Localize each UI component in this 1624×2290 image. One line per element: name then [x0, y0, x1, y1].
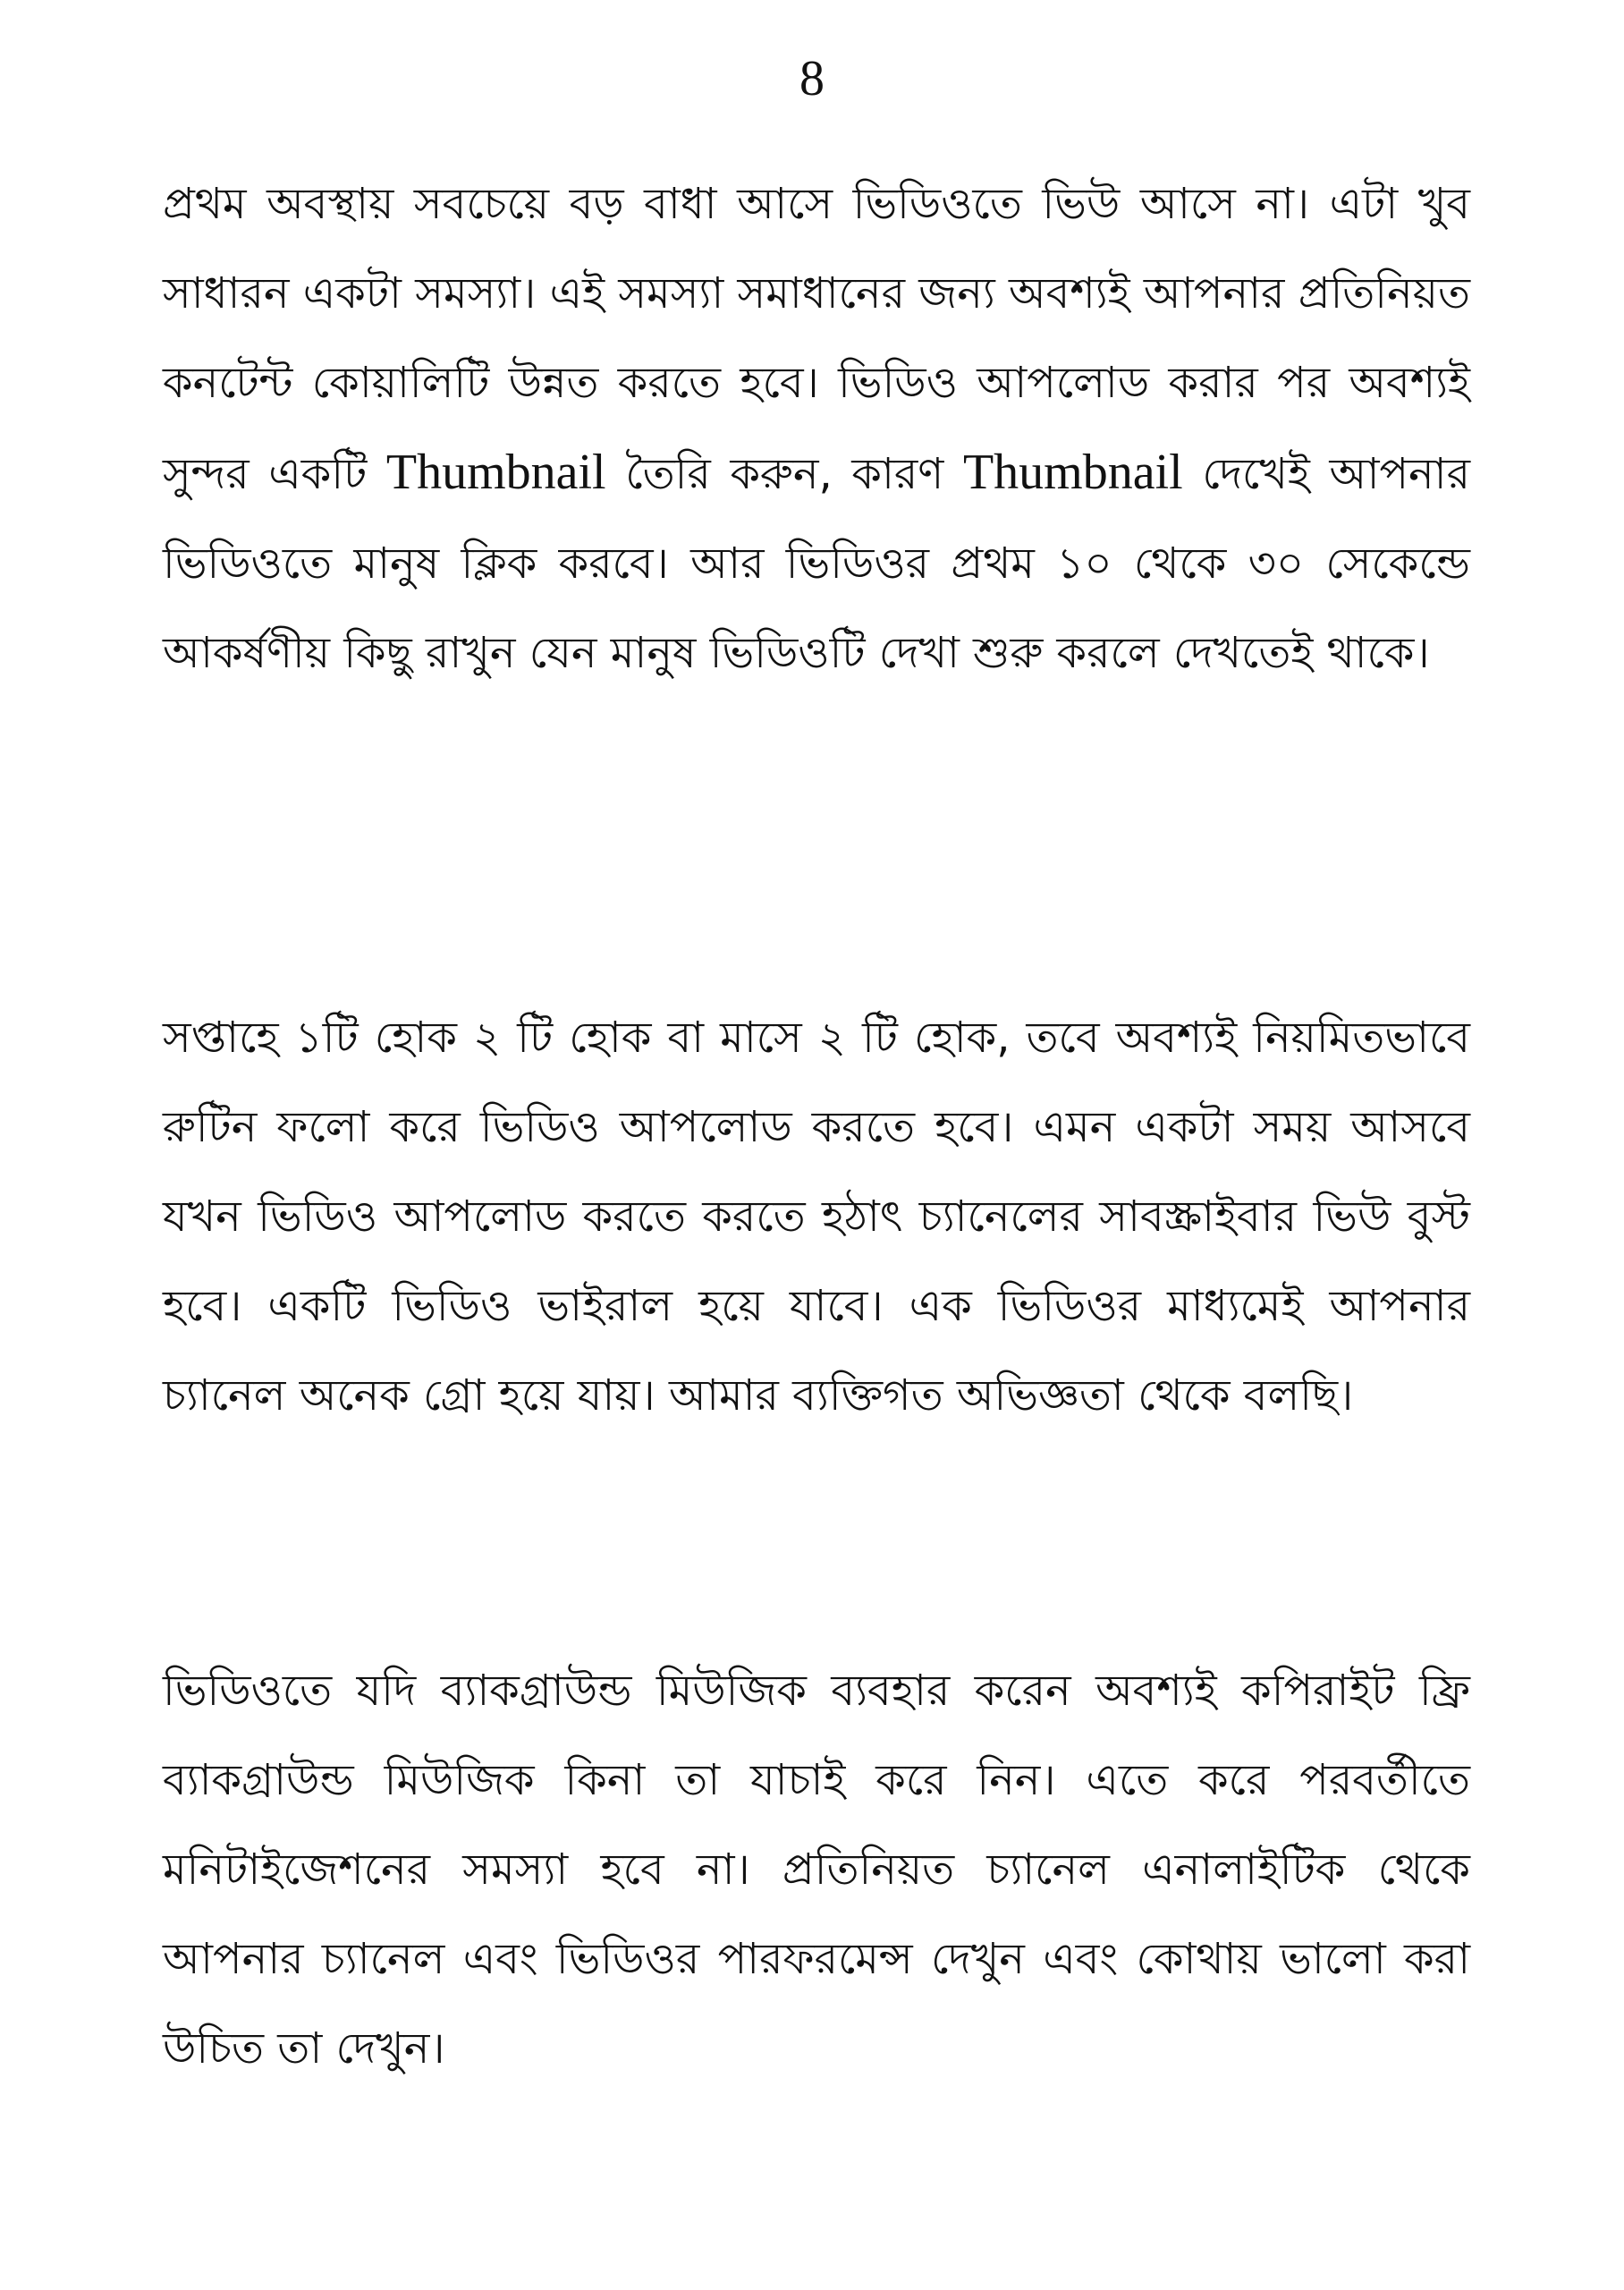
paragraph-2: সপ্তাহে ১টি হোক ২ টি হোক বা মাসে ২ টি হোক, তবে অবশ্যই নিয়মিতভাবে রুটিন ফলো করে ভিডিও আপলোড করতে হবে। এমন একটা সময় আসবে যখন ভিডিও আপলোড করতে করতে হঠাৎ চ্যানেলের সাবস্ক্রাইবার ভিউ বুস্ট হবে। একটি ভিডিও ভাইরাল হয়ে যাবে। এক ভিডিওর মাধ্যমেই আপনার চ্যানেল অনেক গ্রো হয়ে যায়। আমার ব্যক্তিগত অভিজ্ঞতা থেকে বলছি।	[163, 1013, 1470, 1421]
paragraph-1-text-b: তৈরি করুন, কারণ	[605, 449, 963, 499]
paragraph-1-text-a: প্রথম অবস্থায় সবচেয়ে বড় বাধা আসে ভিডিওতে ভিউ আসে না। এটা খুব সাধারন একটা সমস্যা। এই সমস্যা সমাধানের জন্য অবশ্যই আপনার প্রতিনিয়ত কনটেন্ট কোয়ালিটি উন্নত করতে হবে। ভিডিও আপলোড করার পর অবশ্যই সুন্দর একটি	[163, 179, 1470, 499]
thumbnail-term-1: Thumbnail	[385, 445, 606, 500]
paragraph-3: ভিডিওতে যদি ব্যাকগ্রাউন্ড মিউজিক ব্যবহার করেন অবশ্যই কপিরাইট ফ্রি ব্যাকগ্রাউন্ড মিউজিক কিনা তা যাচাই করে নিন। এতে করে পরবর্তীতে মনিটাইজেশনের সমস্যা হবে না। প্রতিনিয়ত চ্যানেল এনালাইটিক থেকে আপনার চ্যানেল এবং ভিডিওর পারফরমেন্স দেখুন এবং কোথায় ভালো করা উচিত তা দেখুন।	[163, 1666, 1470, 2074]
paragraph-1-text-c: দেখেই আপনার ভিডিওতে মানুষ ক্লিক করবে। আর ভিডিওর প্রথম ১০ থেকে ৩০ সেকেন্ডে আকর্ষণীয় কিছু রাখুন যেন মানুষ ভিডিওটি দেখা শুরু করলে দেখতেই থাকে।	[163, 449, 1470, 678]
paragraph-1	[163, 159, 1470, 698]
thumbnail-term-2: Thumbnail	[962, 445, 1183, 500]
page-number: 8	[799, 51, 825, 106]
